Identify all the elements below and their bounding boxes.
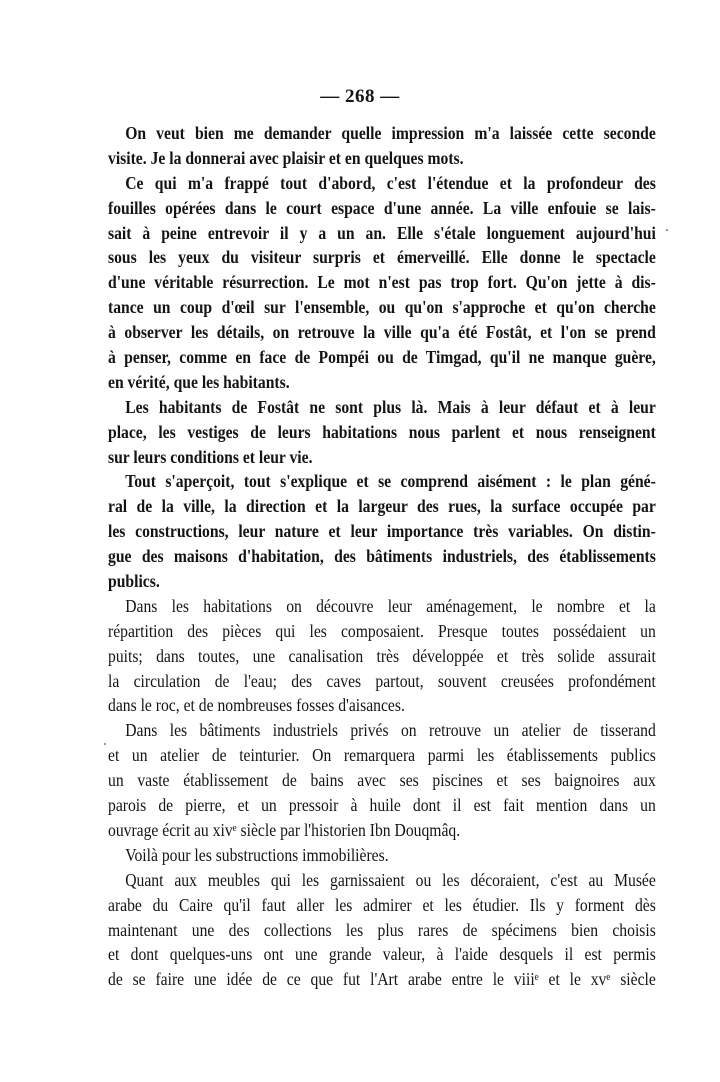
text-line: et un atelier de teinturier. On remarquera parmi les établissements publics — [108, 745, 656, 766]
text-line: parois de pierre, et un pressoir à huile dont il est fait mention dans un — [108, 795, 656, 816]
text-line: d'une véritable résurrection. Le mot n'est pas trop fort. Qu'on jette à dis- — [108, 272, 656, 293]
text-line: à observer les détails, on retrouve la ville qu'a été Fostât, et l'on se prend — [108, 322, 656, 343]
text-line: visite. Je la donnerai avec plaisir et en quelques mots. — [108, 147, 464, 168]
text-line: Dans les bâtiments industriels privés on retrouve un atelier de tisserand — [125, 720, 656, 741]
text-line: dans le roc, et de nombreuses fosses d'aisances. — [108, 695, 405, 716]
text-line: sous les yeux du visiteur surpris et émerveillé. Elle donne le spectacle — [108, 247, 656, 268]
text-line: Ce qui m'a frappé tout d'abord, c'est l'étendue et la profondeur des — [125, 172, 656, 193]
text-line: puits; dans toutes, une canalisation très développée et très solide assurait — [108, 645, 656, 666]
text-line: à penser, comme en face de Pompéi ou de Timgad, qu'il ne manque guère, — [108, 347, 656, 368]
text-line: Voilà pour les substructions immobilières. — [125, 844, 389, 865]
text-line: Dans les habitations on découvre leur aménagement, le nombre et la — [125, 595, 656, 616]
text-line: ral de la ville, la direction et la largeur des rues, la surface occupée par — [108, 496, 656, 517]
text-line: fouilles opérées dans le court espace d'une année. La ville enfouie se lais- — [108, 197, 656, 218]
text-line: les constructions, leur nature et leur importance très variables. On distin- — [108, 521, 656, 542]
stray-ink-mark — [666, 229, 668, 231]
text-line: en vérité, que les habitants. — [108, 371, 290, 392]
text-line: sait à peine entrevoir il y a un an. Elle s'étale longuement aujourd'hui — [108, 222, 656, 243]
text-line: publics. — [108, 571, 160, 592]
text-line: ouvrage écrit au xivᵉ siècle par l'historien Ibn Douqmâq. — [108, 819, 461, 840]
text-line: sur leurs conditions et leur vie. — [108, 446, 313, 467]
text-line: Quant aux meubles qui les garnissaient ou les décoraient, c'est au Musée — [125, 869, 656, 890]
text-line: répartition des pièces qui les composaient. Presque toutes possédaient un — [108, 620, 656, 641]
text-line: On veut bien me demander quelle impression m'a laissée cette seconde — [125, 123, 656, 143]
text-line: la circulation de l'eau; des caves partout, souvent creusées profondément — [108, 670, 656, 691]
text-line: Les habitants de Fostât ne sont plus là. Mais à leur défaut et à leur — [125, 396, 656, 417]
body-text — [108, 121, 656, 992]
text-line: Tout s'aperçoit, tout s'explique et se comprend aisément : le plan géné- — [125, 471, 656, 492]
text-line: gue des maisons d'habitation, des bâtiments industriels, des établissements — [108, 546, 656, 567]
text-line: tance un coup d'œil sur l'ensemble, ou qu'on s'approche et qu'on cherche — [108, 297, 656, 318]
text-line: et dont quelques-uns ont une grande valeur, à l'aide desquels il est permis — [108, 944, 656, 965]
text-line: de se faire une idée de ce que fut l'Art arabe entre le viiiᵉ et le xvᵉ siècle — [108, 969, 656, 990]
page-number: — 268 — — [320, 86, 400, 107]
text-line: un vaste établissement de bains avec ses piscines et ses baignoires aux — [108, 770, 656, 791]
stray-ink-mark — [104, 743, 106, 745]
text-line: maintenant une des collections les plus rares de spécimens bien choisis — [108, 919, 656, 940]
text-line: place, les vestiges de leurs habitations nous parlent et nous renseignent — [108, 421, 656, 442]
text-line: arabe du Caire qu'il faut aller les admirer et les étudier. Ils y forment dès — [108, 894, 656, 915]
